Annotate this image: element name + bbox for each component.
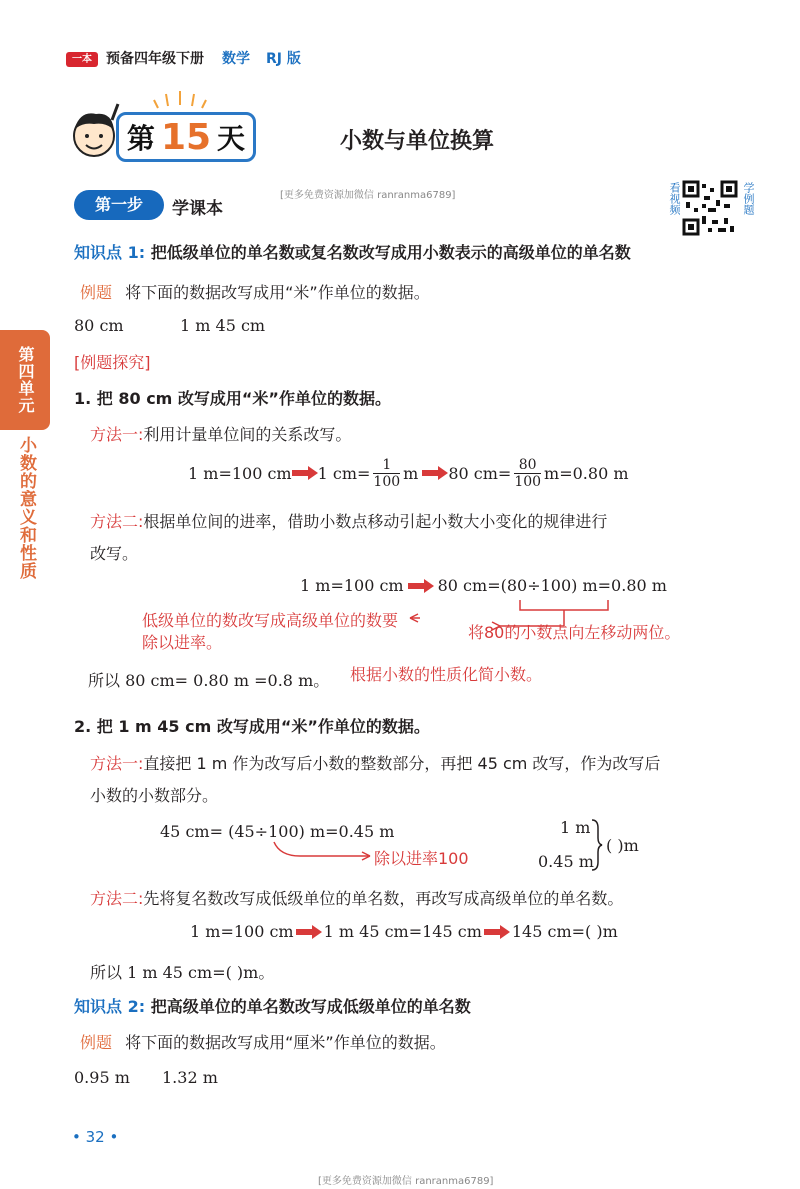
q2-m2-eq-c: 145 cm=( )m: [511, 922, 618, 941]
brace-icon: [590, 818, 604, 872]
kp2-heading: [74, 994, 471, 1017]
edition-label: RJ 版: [266, 51, 301, 67]
q2-m1-label: 方法一:: [90, 754, 144, 773]
kp1-heading: [74, 240, 631, 263]
q1-note-left: [142, 610, 398, 654]
lesson-title: 小数与单位换算: [340, 129, 495, 154]
subject-label: 数学: [222, 51, 250, 67]
q1-m2-eq-a: 1 m=100 cm: [300, 576, 404, 595]
q2-m2-text: 先将复名数改写成低级单位的单名数，再改写成高级单位的单名数。: [143, 889, 624, 908]
q1-m1-frac2: [514, 457, 541, 490]
q1-m1-equation: [188, 454, 629, 492]
kp2-value-2: 1.32 m: [162, 1068, 218, 1087]
q1-m2-label: 方法二:: [90, 512, 144, 531]
q1-m2-eq-b: 80 cm=(80÷100) m=0.80 m: [437, 576, 667, 595]
q1-note-left-1: 低级单位的数改写成高级单位的数要: [142, 611, 399, 630]
q1-method2: [90, 506, 607, 570]
kp1-text: 把低级单位的单名数或复名数改写成用小数表示的高级单位的单名数: [150, 243, 631, 262]
frac-num: 80: [518, 456, 537, 473]
q1-m2-equation: [300, 576, 667, 595]
q2-m1-line1: 直接把 1 m 作为改写后小数的整数部分，再把 45 cm 改写，作为改写后: [143, 754, 661, 773]
brand-logo: 一本: [66, 52, 98, 67]
arrow-right-icon: [408, 579, 434, 593]
frac-den: 100: [514, 473, 542, 490]
day-prefix: 第: [126, 122, 155, 155]
frac-den: 100: [373, 473, 401, 490]
kp1-value-2: 1 m 45 cm: [180, 316, 266, 335]
q2-m1-note: 除以进率100: [374, 849, 469, 868]
q2-annotation-line: [270, 840, 380, 866]
q2-method2: [90, 886, 623, 909]
kp2-example-text: 将下面的数据改写成用“厘米”作单位的数据。: [125, 1033, 446, 1052]
arrow-right-icon: [296, 925, 322, 939]
arrow-right-icon: [484, 925, 510, 939]
day-suffix: 天: [217, 122, 246, 155]
kp2-value-1: 0.95 m: [74, 1068, 130, 1087]
sun-rays-icon: [150, 88, 210, 110]
q1-m1-eq-e: m=0.80 m: [544, 463, 629, 483]
qr-caption-left: 看视频: [668, 182, 681, 215]
day-badge: [116, 112, 256, 162]
kp1-label: 知识点 1:: [74, 243, 146, 262]
arrow-right-icon: [422, 466, 448, 480]
brace-result: ( )m: [606, 836, 639, 855]
q1-note-right: 将80的小数点向左移动两位。: [468, 623, 681, 642]
q1-note-simplify: 根据小数的性质化简小数。: [350, 665, 543, 684]
q2-m2-label: 方法二:: [90, 889, 144, 908]
explore-label: [例题探究]: [74, 353, 151, 372]
step-badge: 第一步: [74, 190, 164, 220]
kp2-text: 把高级单位的单名数改写成低级单位的单名数: [150, 997, 471, 1016]
q2-method1: [90, 748, 660, 812]
kp2-example: [80, 1030, 446, 1053]
step-label: 学课本: [172, 199, 223, 219]
page-number: • 32 •: [72, 1128, 119, 1146]
qr-code-icon[interactable]: [682, 180, 738, 236]
q2-title: 2. 把 1 m 45 cm 改写成用“米”作单位的数据。: [74, 717, 430, 736]
q1-conclusion: 所以 80 cm= 0.80 m =0.8 m。: [88, 671, 330, 690]
q2-m1-equation: 45 cm= (45÷100) m=0.45 m: [160, 822, 395, 841]
q1-title: 1. 把 80 cm 改写成用“米”作单位的数据。: [74, 389, 391, 408]
arrow-right-icon: [292, 466, 318, 480]
q1-note-left-2: 除以进率。: [142, 633, 223, 652]
q1-m1-text: 利用计量单位间的关系改写。: [143, 425, 352, 444]
q1-m2-line2: 改写。: [90, 544, 139, 563]
grade-label: 预备四年级下册: [106, 51, 204, 67]
kp2-label: 知识点 2:: [74, 997, 146, 1016]
kp1-example-text: 将下面的数据改写成用“米”作单位的数据。: [125, 283, 430, 302]
q2-m2-eq-b: 1 m 45 cm=145 cm: [323, 922, 482, 941]
q2-m1-line2: 小数的小数部分。: [90, 786, 219, 805]
q1-m1-label: 方法一:: [90, 425, 144, 444]
q2-m2-equation: [190, 922, 618, 941]
kp1-example: [80, 280, 430, 303]
kp1-example-tag: 例题: [80, 283, 113, 302]
frac-num: 1: [382, 456, 392, 473]
qr-caption-right: 学例题: [742, 182, 755, 215]
q1-m1-frac1: [373, 457, 400, 490]
kp1-value-1: 80 cm: [74, 316, 124, 335]
watermark-top: [更多免费资源加微信 ranranma6789]: [280, 190, 456, 201]
q1-m2-line1: 根据单位间的进率，借助小数点移动引起小数大小变化的规律进行: [143, 512, 608, 531]
q1-method1: [90, 422, 351, 445]
q1-m1-eq-d: 80 cm=: [448, 463, 512, 483]
unit-tab[interactable]: 第四单元: [0, 330, 50, 430]
brace-bottom: 0.45 m: [538, 852, 594, 871]
page-number-value: 32: [85, 1128, 105, 1146]
q2-m2-eq-a: 1 m=100 cm: [190, 922, 294, 941]
topic-tab: 小数的意义和性质: [16, 436, 36, 580]
day-number: 15: [160, 116, 212, 158]
q1-m1-eq-a: 1 m=100 cm: [188, 463, 292, 483]
q1-m1-eq-b: 1 cm=: [317, 463, 371, 483]
kp2-example-tag: 例题: [80, 1033, 113, 1052]
watermark-bottom: [更多免费资源加微信 ranranma6789]: [318, 1176, 494, 1187]
mascot-boy-icon: [66, 100, 122, 166]
q2-conclusion: 所以 1 m 45 cm=( )m。: [90, 963, 275, 982]
brace-top: 1 m: [560, 818, 591, 837]
q1-m1-eq-c: m: [403, 463, 419, 483]
